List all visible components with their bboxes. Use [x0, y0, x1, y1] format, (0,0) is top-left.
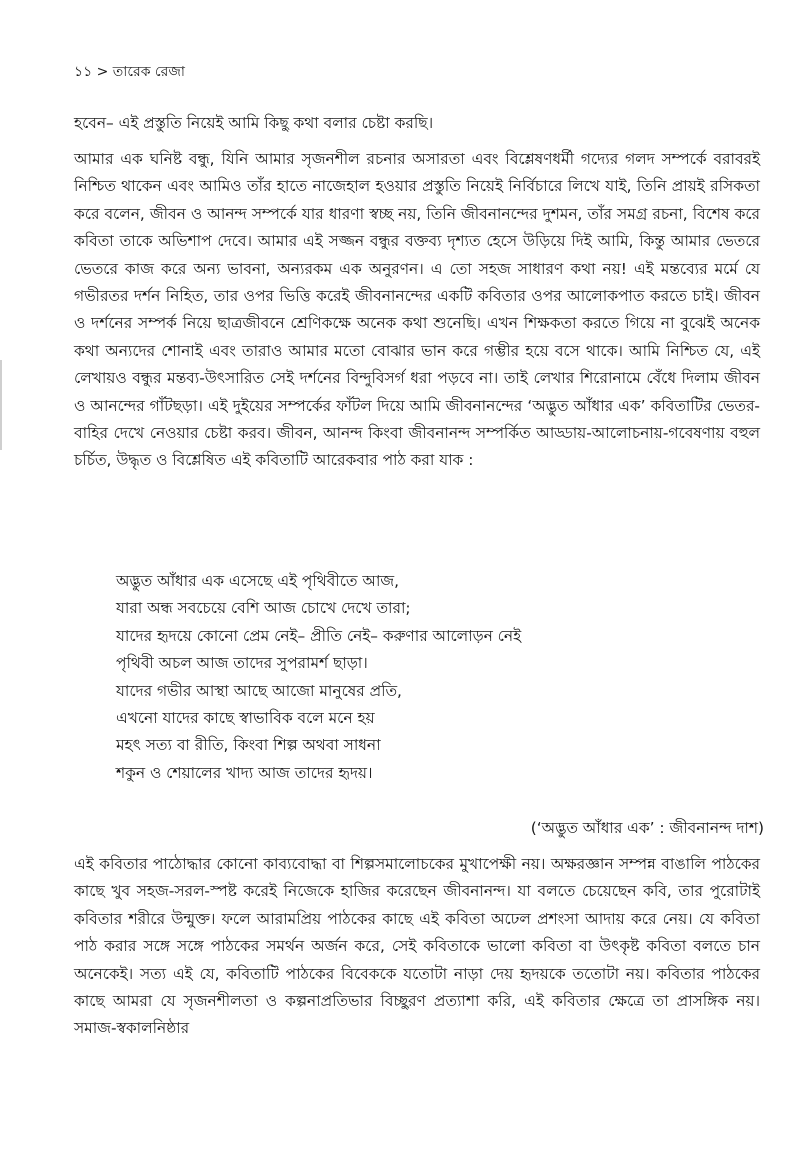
poem-line: যাদের হৃদয়ে কোনো প্রেম নেই– প্রীতি নেই– করুণার আলোড়ন নেই: [116, 626, 522, 645]
poem-line: যারা অন্ধ সবচেয়ে বেশি আজ চোখে দেখে তারা;: [116, 599, 411, 618]
paragraph-opening: হবেন– এই প্রস্তুতি নিয়েই আমি কিছু কথা বলার চেষ্টা করছি।: [74, 114, 434, 132]
page-edge-mark: [0, 360, 2, 450]
running-head: ১১ > তারেক রেজা: [74, 64, 185, 80]
poem-line: যাদের গভীর আস্থা আছে আজো মানুষের প্রতি,: [116, 681, 402, 700]
poem-line: অদ্ভুত আঁধার এক এসেছে এই পৃথিবীতে আজ,: [116, 572, 399, 590]
paragraph-analysis: এই কবিতার পাঠোদ্ধার কোনো কাব্যবোদ্ধা বা শিল্পসমালোচকের মুখাপেক্ষী নয়। অক্ষরজ্ঞান সম্পন্ন বাঙালি পাঠকের কাছে খুব সহজ-সরল-স্পষ্ট করেই নিজেকে হাজির করেছেন জীবনানন্দ। যা বলতে চেয়েছেন কবি, তার পুরোটাই কবিতার শরীরে উন্মুক্ত। ফলে আরামপ্রিয় পাঠকের কাছে এই কবিতা অঢেল প্রশংসা আদায় করে নেয়। যে কবিতা পাঠ করার সঙ্গে সঙ্গে পাঠকের সমর্থন অর্জন করে, সেই কবিতাকে ভালো কবিতা বা উৎকৃষ্ট কবিতা বলতে চান অনেকেই। সত্য এই যে, কবিতাটি পাঠকের বিবেককে যতোটা নাড়া দেয় হৃদয়কে ততোটা নয়। কবিতার পাঠকের কাছে আমরা যে সৃজনশীলতা ও কল্পনাপ্রতিভার বিচ্ছুরণ প্রত্যাশা করি, এই কবিতার ক্ষেত্রে তা প্রাসঙ্গিক নয়। সমাজ-স্বকালনিষ্ঠার: [74, 855, 760, 1038]
poem-line: পৃথিবী অচল আজ তাদের সুপরামর্শ ছাড়া।: [116, 654, 368, 673]
poem-line: এখনো যাদের কাছে স্বাভাবিক বলে মনে হয়: [116, 709, 375, 728]
poem-quote: [116, 568, 521, 787]
poem-citation: (‘অদ্ভুত আঁধার এক’ : জীবনানন্দ দাশ): [530, 819, 764, 837]
poem-line: শকুন ও শেয়ালের খাদ্য আজ তাদের হৃদয়।: [116, 763, 373, 782]
poem-line: মহৎ সত্য বা রীতি, কিংবা শিল্প অথবা সাধনা: [116, 736, 381, 755]
paragraph-main: আমার এক ঘনিষ্ট বন্ধু, যিনি আমার সৃজনশীল রচনার অসারতা এবং বিশ্লেষণধর্মী গদ্যের গলদ সম্পর্কে বরাবরই নিশ্চিত থাকেন এবং আমিও তাঁর হাতে নাজেহাল হওয়ার প্রস্তুতি নিয়েই নির্বিচারে লিখে যাই, তিনি প্রায়ই রসিকতা করে বলেন, জীবন ও আনন্দ সম্পর্কে যার ধারণা স্বচ্ছ নয়, তিনি জীবনানন্দের দুশমন, তাঁর সমগ্র রচনা, বিশেষ করে কবিতা তাকে অভিশাপ দেবে। আমার এই সজ্জন বন্ধুর বক্তব্য দৃশ্যত হেসে উড়িয়ে দিই আমি, কিন্তু আমার ভেতরে ভেতরে কাজ করে অন্য ভাবনা, অন্যরকম এক অনুরণন। এ তো সহজ সাধারণ কথা নয়! এই মন্তব্যের মর্মে যে গভীরতর দর্শন নিহিত, তার ওপর ভিত্তি করেই জীবনানন্দের একটি কবিতার ওপর আলোকপাত করতে চাই। জীবন ও দর্শনের সম্পর্ক নিয়ে ছাত্রজীবনে শ্রেণিকক্ষে অনেক কথা শুনেছি। এখন শিক্ষকতা করতে গিয়ে না বুঝেই অনেক কথা অন্যদের শোনাই এবং তারাও আমার মতো বোঝার ভান করে গম্ভীর হয়ে বসে থাকে। আমি নিশ্চিত যে, এই লেখায়ও বন্ধুর মন্তব্য-উৎসারিত সেই দর্শনের বিন্দুবিসর্গ ধরা পড়বে না। তাই লেখার শিরোনামে বেঁধে দিলাম জীবন ও আনন্দের গাঁটছড়া। এই দুইয়ের সম্পর্কের ফাঁটল দিয়ে আমি জীবনানন্দের ‘অদ্ভুত আঁধার এক’ কবিতাটির ভেতর-বাহির দেখে নেওয়ার চেষ্টা করব। জীবন, আনন্দ কিংবা জীবনানন্দ সম্পর্কিত আড্ডায়-আলোচনায়-গবেষণায় বহুল চর্চিত, উদ্ধৃত ও বিশ্লেষিত এই কবিতাটি আরেকবার পাঠ করা যাক :: [74, 150, 760, 470]
